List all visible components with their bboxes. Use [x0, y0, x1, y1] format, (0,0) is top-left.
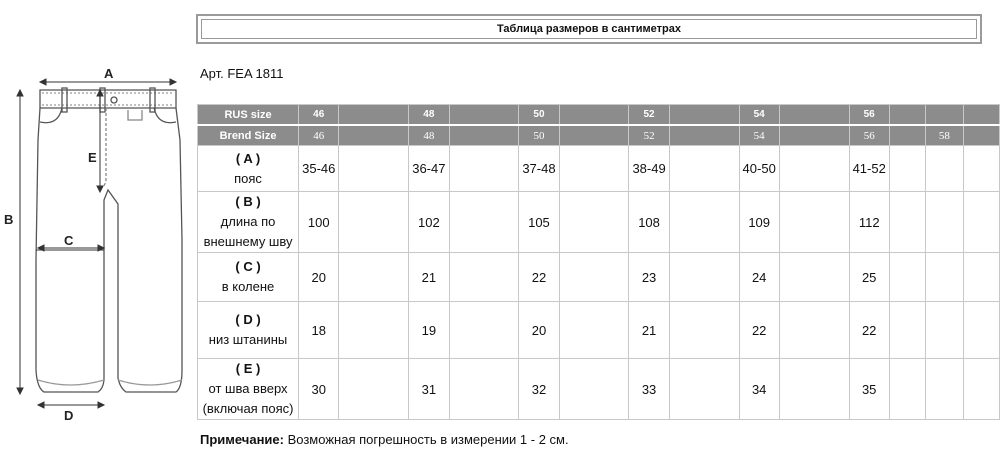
rus-size-cell: 48	[409, 105, 449, 126]
measure-name: в колене	[221, 279, 275, 294]
table-row	[198, 146, 1000, 192]
measure-code: ( B )	[235, 194, 261, 209]
rus-size-cell	[339, 105, 409, 126]
brend-size-cell	[669, 125, 739, 146]
measure-value	[925, 359, 964, 420]
label-c: C	[64, 233, 74, 248]
brend-size-cell: 52	[629, 125, 669, 146]
rus-size-cell: 46	[299, 105, 339, 126]
measure-label	[198, 302, 299, 359]
measure-value	[669, 146, 739, 192]
measure-value: 37-48	[519, 146, 559, 192]
rus-size-row	[198, 105, 1000, 126]
measure-value	[339, 359, 409, 420]
measure-value: 36-47	[409, 146, 449, 192]
jeans-outline-icon	[0, 60, 195, 420]
measure-value	[669, 359, 739, 420]
measure-value: 40-50	[739, 146, 779, 192]
measure-value: 112	[849, 192, 889, 253]
measure-value: 108	[629, 192, 669, 253]
measure-value: 35-46	[299, 146, 339, 192]
measure-value: 102	[409, 192, 449, 253]
label-d: D	[64, 408, 74, 423]
measure-name: пояс	[234, 170, 262, 186]
note	[200, 432, 569, 447]
measure-value: 23	[629, 253, 669, 302]
measure-label	[198, 359, 299, 420]
measure-value: 22	[519, 253, 559, 302]
rus-size-cell: 50	[519, 105, 559, 126]
measure-value	[339, 253, 409, 302]
measure-name: длина по внешнему шву	[203, 214, 293, 249]
measure-value	[779, 359, 849, 420]
measure-value	[669, 192, 739, 253]
size-table	[197, 104, 1000, 420]
rus-size-cell	[925, 105, 964, 126]
measure-value: 22	[739, 302, 779, 359]
measure-value	[889, 359, 925, 420]
measure-value	[925, 253, 964, 302]
brend-size-label: Brend Size	[198, 125, 299, 146]
rus-size-cell	[889, 105, 925, 126]
measure-value: 24	[739, 253, 779, 302]
measure-value	[964, 302, 1000, 359]
title-box	[196, 14, 982, 44]
measure-value	[964, 253, 1000, 302]
measure-value	[925, 192, 964, 253]
rus-size-label: RUS size	[198, 105, 299, 126]
measure-value: 31	[409, 359, 449, 420]
measure-value: 35	[849, 359, 889, 420]
table-row	[198, 359, 1000, 420]
label-b: B	[4, 212, 14, 227]
brend-size-row	[198, 125, 1000, 146]
rus-size-cell	[964, 105, 1000, 126]
measure-value	[449, 302, 519, 359]
brend-size-cell: 56	[849, 125, 889, 146]
measure-value	[559, 146, 629, 192]
brend-size-cell	[339, 125, 409, 146]
measure-value: 25	[849, 253, 889, 302]
brend-size-cell	[779, 125, 849, 146]
measure-value	[449, 359, 519, 420]
measure-value: 22	[849, 302, 889, 359]
measure-value: 38-49	[629, 146, 669, 192]
article-number: Арт. FEA 1811	[200, 66, 284, 81]
measure-value	[339, 146, 409, 192]
measure-value	[559, 192, 629, 253]
measure-value	[339, 192, 409, 253]
measure-value	[669, 253, 739, 302]
measure-value	[964, 359, 1000, 420]
measure-value	[889, 253, 925, 302]
measure-name: низ штанины	[208, 332, 288, 347]
measure-name: от шва вверх (включая пояс)	[202, 381, 294, 416]
brend-size-cell: 54	[739, 125, 779, 146]
measure-label	[198, 192, 299, 253]
table-row	[198, 253, 1000, 302]
measure-value	[779, 192, 849, 253]
measure-value	[925, 302, 964, 359]
measure-value	[779, 302, 849, 359]
measure-value	[559, 359, 629, 420]
rus-size-cell	[779, 105, 849, 126]
measure-value	[779, 146, 849, 192]
brend-size-cell	[449, 125, 519, 146]
measure-value: 30	[299, 359, 339, 420]
measure-value: 33	[629, 359, 669, 420]
measure-value	[449, 146, 519, 192]
measure-value	[889, 302, 925, 359]
table-row	[198, 192, 1000, 253]
jeans-diagram	[0, 60, 195, 425]
measure-code: ( D )	[235, 312, 261, 327]
brend-size-cell: 50	[519, 125, 559, 146]
measure-label	[198, 146, 299, 192]
note-label: Примечание:	[200, 432, 284, 447]
table-row	[198, 302, 1000, 359]
measure-code: ( C )	[235, 259, 261, 274]
brend-size-cell: 58	[925, 125, 964, 146]
measure-value: 32	[519, 359, 559, 420]
measure-value	[559, 253, 629, 302]
label-e: E	[88, 150, 97, 165]
measure-value	[669, 302, 739, 359]
rus-size-cell: 54	[739, 105, 779, 126]
measure-value: 19	[409, 302, 449, 359]
measure-value	[449, 253, 519, 302]
brend-size-cell	[889, 125, 925, 146]
brend-size-cell: 46	[299, 125, 339, 146]
rus-size-cell	[559, 105, 629, 126]
label-a: A	[104, 66, 114, 81]
measure-value	[925, 146, 964, 192]
measure-value: 34	[739, 359, 779, 420]
measure-value: 20	[519, 302, 559, 359]
measure-value	[889, 192, 925, 253]
brend-size-cell: 48	[409, 125, 449, 146]
rus-size-cell: 56	[849, 105, 889, 126]
measure-value: 41-52	[849, 146, 889, 192]
measure-value: 21	[409, 253, 449, 302]
measure-value	[964, 192, 1000, 253]
measure-value: 109	[739, 192, 779, 253]
measure-code: ( A )	[235, 150, 261, 166]
measure-value: 100	[299, 192, 339, 253]
measure-value: 105	[519, 192, 559, 253]
measure-value: 21	[629, 302, 669, 359]
measure-value	[889, 146, 925, 192]
note-text: Возможная погрешность в измерении 1 - 2 см.	[283, 432, 569, 447]
measure-value	[449, 192, 519, 253]
measure-value	[964, 146, 1000, 192]
rus-size-cell	[449, 105, 519, 126]
measure-value	[779, 253, 849, 302]
measure-value	[339, 302, 409, 359]
measure-value: 18	[299, 302, 339, 359]
brend-size-cell	[559, 125, 629, 146]
measure-value	[559, 302, 629, 359]
measure-value: 20	[299, 253, 339, 302]
rus-size-cell: 52	[629, 105, 669, 126]
measure-label	[198, 253, 299, 302]
rus-size-cell	[669, 105, 739, 126]
measure-code: ( E )	[235, 361, 261, 376]
brend-size-cell	[964, 125, 1000, 146]
page-title: Таблица размеров в сантиметрах	[201, 19, 977, 39]
